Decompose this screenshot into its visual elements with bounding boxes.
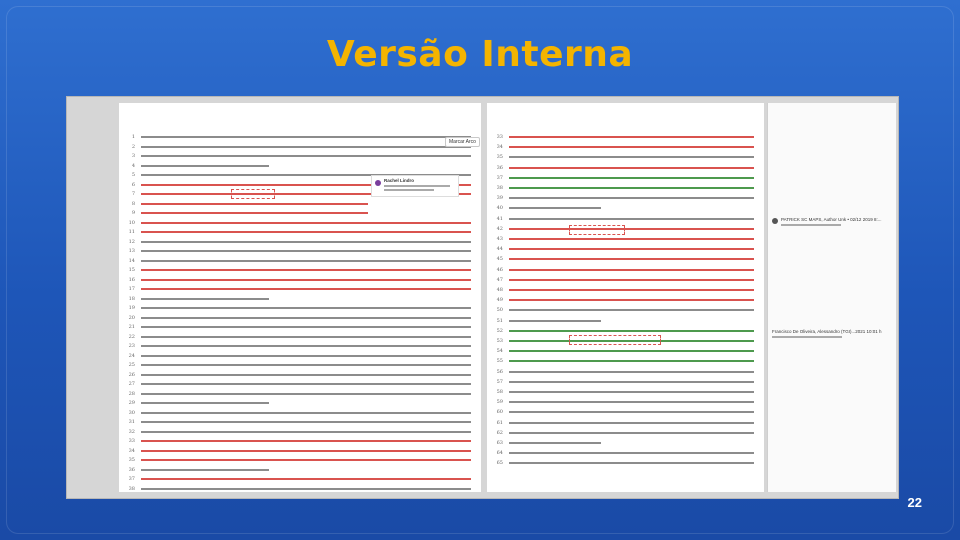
- line-text: [141, 288, 471, 290]
- line-number: 10: [128, 219, 135, 226]
- line-number: 38: [496, 185, 503, 191]
- avatar: [772, 218, 778, 224]
- line-number: 39: [496, 195, 503, 202]
- line-text: [509, 309, 754, 311]
- line-number: 20: [128, 314, 135, 321]
- line-text: [141, 402, 269, 404]
- comment-card-1[interactable]: [371, 175, 459, 197]
- line-text: [509, 289, 754, 291]
- document-line: [487, 378, 758, 386]
- line-number: 65: [496, 460, 503, 467]
- line-number: 26: [128, 371, 135, 378]
- line-text: [509, 442, 601, 444]
- line-number: 16: [128, 276, 135, 283]
- line-text: [141, 231, 471, 233]
- document-line: [487, 133, 758, 141]
- document-line: [487, 327, 758, 335]
- document-line: [487, 459, 758, 467]
- document-line: [119, 466, 475, 474]
- line-number: 34: [496, 144, 503, 151]
- line-number: 45: [496, 256, 503, 263]
- document-line: [487, 245, 758, 253]
- line-number: 7: [131, 191, 135, 197]
- line-text: [141, 459, 471, 461]
- document-line: [119, 447, 475, 455]
- line-text: [141, 440, 471, 442]
- document-line: [119, 200, 475, 208]
- line-text: [509, 360, 754, 362]
- line-text: [509, 156, 754, 158]
- line-text: [141, 307, 471, 309]
- tracked-highlight: [231, 189, 275, 199]
- line-number: 47: [496, 276, 503, 283]
- line-text: [509, 218, 754, 220]
- document-line: [119, 219, 475, 227]
- line-text: [141, 393, 471, 395]
- document-line: [487, 153, 758, 161]
- line-text: [509, 279, 754, 281]
- line-text: [141, 212, 368, 214]
- line-text: [141, 478, 471, 480]
- comment-text-line: [384, 185, 450, 187]
- document-line: [487, 276, 758, 284]
- document-line: [487, 368, 758, 376]
- document-line: [487, 439, 758, 447]
- line-text: [141, 450, 471, 452]
- document-line: [487, 317, 758, 325]
- comments-pane: [767, 103, 896, 492]
- document-line: [487, 398, 758, 406]
- line-number: 28: [128, 390, 135, 397]
- line-text: [509, 320, 601, 322]
- line-text: [509, 330, 754, 332]
- document-line: [119, 333, 475, 341]
- line-number: 60: [496, 409, 503, 416]
- document-line: [487, 449, 758, 457]
- document-line: [487, 235, 758, 243]
- document-page-right: [487, 103, 764, 492]
- line-text: [141, 136, 471, 138]
- tooltip-label: Marcar Arco: [449, 139, 476, 145]
- line-text: [141, 469, 269, 471]
- line-text: [509, 462, 754, 464]
- line-text: [141, 241, 471, 243]
- line-text: [509, 136, 754, 138]
- document-line: [119, 428, 475, 436]
- line-text: [141, 317, 471, 319]
- line-text: [509, 146, 754, 148]
- line-number: 12: [128, 238, 135, 245]
- line-text: [141, 250, 471, 252]
- line-text: [141, 326, 471, 328]
- line-number: 34: [128, 447, 135, 454]
- document-line: [119, 257, 475, 265]
- document-line: [119, 352, 475, 360]
- line-text: [509, 401, 754, 403]
- document-line: [487, 286, 758, 294]
- document-line: [119, 295, 475, 303]
- line-text: [141, 421, 471, 423]
- document-line: [119, 361, 475, 369]
- document-line: [119, 266, 475, 274]
- document-line: [119, 475, 475, 483]
- document-line: [119, 371, 475, 379]
- line-number: 56: [496, 368, 503, 375]
- document-line: [119, 390, 475, 398]
- document-line: [119, 409, 475, 417]
- document-screenshot: [66, 96, 899, 499]
- comment-card-3[interactable]: [772, 329, 892, 341]
- line-text: [141, 269, 471, 271]
- comment-text-line: [781, 224, 841, 226]
- document-line: [487, 174, 758, 182]
- document-line: [487, 408, 758, 416]
- line-number: 19: [128, 305, 135, 311]
- document-line: [119, 238, 475, 246]
- document-line: [487, 164, 758, 172]
- line-number: 50: [496, 307, 503, 314]
- document-line: [487, 204, 758, 212]
- line-number: 63: [496, 440, 503, 446]
- line-number: 35: [496, 154, 503, 161]
- line-number: 37: [496, 174, 503, 181]
- line-text: [509, 432, 754, 434]
- line-text: [141, 260, 471, 262]
- line-number: 54: [496, 348, 503, 355]
- document-line: [487, 388, 758, 396]
- line-text: [509, 187, 754, 189]
- line-text: [509, 248, 754, 250]
- comment-author: Francisco De Oliveira, Alessandro (TGI)...2021 10:01 h: [772, 329, 882, 334]
- document-line: [487, 419, 758, 427]
- slide-number: 22: [907, 495, 922, 510]
- document-line: [487, 347, 758, 355]
- line-text: [509, 299, 754, 301]
- line-text: [509, 207, 601, 209]
- line-number: 5: [131, 172, 135, 178]
- line-number: 8: [131, 200, 135, 207]
- line-number: 58: [496, 389, 503, 395]
- line-number: 15: [128, 267, 135, 273]
- line-text: [509, 411, 754, 413]
- line-number: 18: [128, 295, 135, 302]
- document-line: [487, 194, 758, 202]
- line-number: 11: [128, 229, 135, 235]
- document-line: [487, 357, 758, 365]
- document-line: [487, 296, 758, 304]
- document-line: [119, 304, 475, 312]
- line-number: 41: [496, 215, 503, 222]
- document-line: [487, 266, 758, 274]
- document-line: [119, 228, 475, 236]
- line-number: 40: [496, 205, 503, 212]
- line-text: [509, 381, 754, 383]
- comment-author: PATRICK SC MAPS, Author Unk • 02/12 2019 8:...: [781, 217, 882, 222]
- document-line: [119, 437, 475, 445]
- line-number: 30: [128, 409, 135, 416]
- line-number: 51: [496, 317, 503, 324]
- line-text: [509, 258, 754, 260]
- line-text: [141, 431, 471, 433]
- line-number: 9: [131, 210, 135, 216]
- line-number: 42: [496, 225, 503, 232]
- document-line: [119, 276, 475, 284]
- line-number: 37: [128, 476, 135, 482]
- document-line: [487, 215, 758, 223]
- tracked-highlight: [569, 225, 625, 235]
- comment-card-2[interactable]: [772, 217, 892, 229]
- line-text: [509, 167, 754, 169]
- line-number: 22: [128, 333, 135, 340]
- line-number: 55: [496, 358, 503, 365]
- line-text: [141, 279, 471, 281]
- line-number: 6: [131, 181, 135, 188]
- document-line: [119, 456, 475, 464]
- line-number: 36: [128, 466, 135, 473]
- document-line: [119, 162, 475, 170]
- line-number: 33: [496, 134, 503, 140]
- line-text: [509, 350, 754, 352]
- line-text: [141, 155, 471, 157]
- line-number: 36: [496, 164, 503, 171]
- document-line: [487, 255, 758, 263]
- right-page-lines: [487, 103, 764, 492]
- line-number: 1: [131, 134, 135, 140]
- tracked-highlight: [569, 335, 661, 345]
- comment-author: Rachel Lindro: [384, 178, 415, 183]
- line-text: [509, 197, 754, 199]
- slide-title: Versão Interna: [326, 34, 634, 75]
- line-number: 33: [128, 438, 135, 444]
- line-text: [509, 177, 754, 179]
- document-line: [119, 323, 475, 331]
- line-number: 38: [128, 485, 135, 492]
- line-text: [509, 422, 754, 424]
- line-number: 3: [131, 153, 135, 159]
- document-line: [119, 152, 475, 160]
- line-number: 25: [128, 362, 135, 368]
- line-text: [509, 452, 754, 454]
- document-line: [119, 380, 475, 388]
- comment-text-line: [772, 336, 842, 338]
- left-page-lines: [119, 103, 481, 492]
- line-number: 27: [128, 381, 135, 387]
- line-number: 53: [496, 338, 503, 344]
- document-line: [487, 429, 758, 437]
- document-line: [487, 143, 758, 151]
- line-number: 14: [128, 257, 135, 264]
- document-line: [119, 485, 475, 493]
- line-number: 24: [128, 352, 135, 359]
- line-text: [141, 345, 471, 347]
- line-text: [509, 391, 754, 393]
- document-line: [119, 418, 475, 426]
- line-number: 29: [128, 400, 135, 406]
- line-text: [141, 364, 471, 366]
- line-text: [509, 228, 754, 230]
- document-line: [487, 306, 758, 314]
- line-text: [141, 412, 471, 414]
- line-text: [141, 203, 368, 205]
- document-line: [119, 285, 475, 293]
- line-number: 49: [496, 297, 503, 304]
- line-text: [141, 146, 471, 148]
- line-number: 43: [496, 236, 503, 242]
- document-line: [119, 399, 475, 407]
- line-text: [509, 269, 754, 271]
- line-number: 61: [496, 419, 503, 426]
- document-page-left: [119, 103, 481, 492]
- document-line: [119, 209, 475, 217]
- line-text: [141, 298, 269, 300]
- line-number: 17: [128, 286, 135, 292]
- line-number: 59: [496, 399, 503, 406]
- line-number: 44: [496, 246, 503, 253]
- comment-text-line: [384, 189, 434, 191]
- document-line: [119, 247, 475, 255]
- line-text: [509, 371, 754, 373]
- line-number: 2: [131, 143, 135, 150]
- document-line: [119, 314, 475, 322]
- line-text: [141, 165, 269, 167]
- line-number: 21: [128, 324, 135, 330]
- line-number: 52: [496, 327, 503, 334]
- line-number: 4: [131, 162, 135, 169]
- line-number: 35: [128, 457, 135, 463]
- line-text: [141, 222, 471, 224]
- line-text: [141, 336, 471, 338]
- line-text: [141, 374, 471, 376]
- line-number: 57: [496, 378, 503, 385]
- tooltip-mark[interactable]: [445, 137, 480, 147]
- line-text: [141, 355, 471, 357]
- document-line: [119, 342, 475, 350]
- document-line: [119, 133, 475, 141]
- document-line: [487, 184, 758, 192]
- line-number: 31: [128, 419, 135, 425]
- avatar: [375, 180, 381, 186]
- line-text: [141, 488, 471, 490]
- line-number: 62: [496, 429, 503, 436]
- line-number: 46: [496, 266, 503, 273]
- line-number: 32: [128, 428, 135, 435]
- document-line: [119, 143, 475, 151]
- line-number: 48: [496, 287, 503, 293]
- line-number: 23: [128, 343, 135, 349]
- line-number: 13: [128, 248, 135, 254]
- line-text: [141, 383, 471, 385]
- line-text: [509, 238, 754, 240]
- line-number: 64: [496, 450, 503, 457]
